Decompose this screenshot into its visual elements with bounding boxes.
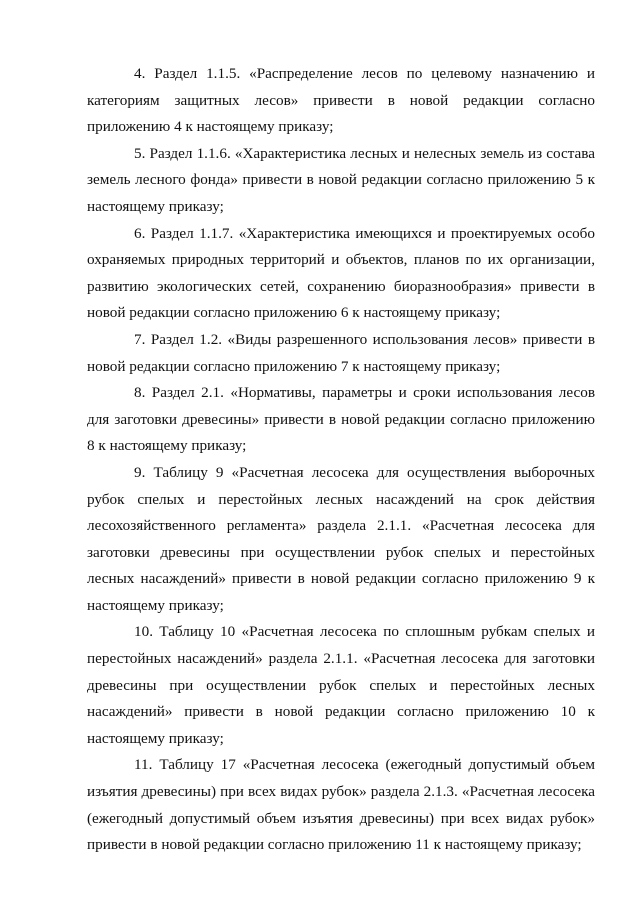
paragraph-item-5: 5. Раздел 1.1.6. «Характеристика лесных и нелесных земель из состава земель лесного фонда» привести в новой редакции согласно приложению 5 к настоящему приказу;: [87, 144, 595, 215]
paragraph-item-9: 9. Таблицу 9 «Расчетная лесосека для осуществления выборочных рубок спелых и перестойных лесных насаждений на срок действия лесохозяйственного регламента» раздела 2.1.1. «Расчетная лесосека для заготовки древесины при осуществлении рубок спелых и перестойных лесных насаждений» привести в новой редакции согласно приложению 9 к настоящему приказу;: [87, 463, 595, 614]
paragraph-item-7: 7. Раздел 1.2. «Виды разрешенного использования лесов» привести в новой редакции согласно приложению 7 к настоящему приказу;: [87, 330, 595, 375]
paragraph-item-8: 8. Раздел 2.1. «Нормативы, параметры и сроки использования лесов для заготовки древесины» привести в новой редакции согласно приложению 8 к настоящему приказу;: [87, 384, 595, 455]
paragraph-item-10: 10. Таблицу 10 «Расчетная лесосека по сплошным рубкам спелых и перестойных насаждений» раздела 2.1.1. «Расчетная лесосека для заготовки древесины при осуществлении рубок спелых и перестойных лесных насаждений» привести в новой редакции согласно приложению 10 к настоящему приказу;: [87, 623, 595, 747]
paragraph-item-11: 11. Таблицу 17 «Расчетная лесосека (ежегодный допустимый объем изъятия древесины) при всех видах рубок» раздела 2.1.3. «Расчетная лесосека (ежегодный допустимый объем изъятия древесины) при всех видах рубок» привести в новой редакции согласно приложению 11 к настоящему приказу;: [87, 756, 595, 854]
document-body: [87, 61, 595, 859]
paragraph-item-4: 4. Раздел 1.1.5. «Распределение лесов по целевому назначению и категориям защитных лесов» привести в новой редакции согласно приложению 4 к настоящему приказу;: [87, 65, 595, 136]
paragraph-item-6: 6. Раздел 1.1.7. «Характеристика имеющихся и проектируемых особо охраняемых природных территорий и объектов, планов по их организации, развитию экологических сетей, сохранению биоразнообразия» привести в новой редакции согласно приложению 6 к настоящему приказу;: [87, 224, 595, 322]
